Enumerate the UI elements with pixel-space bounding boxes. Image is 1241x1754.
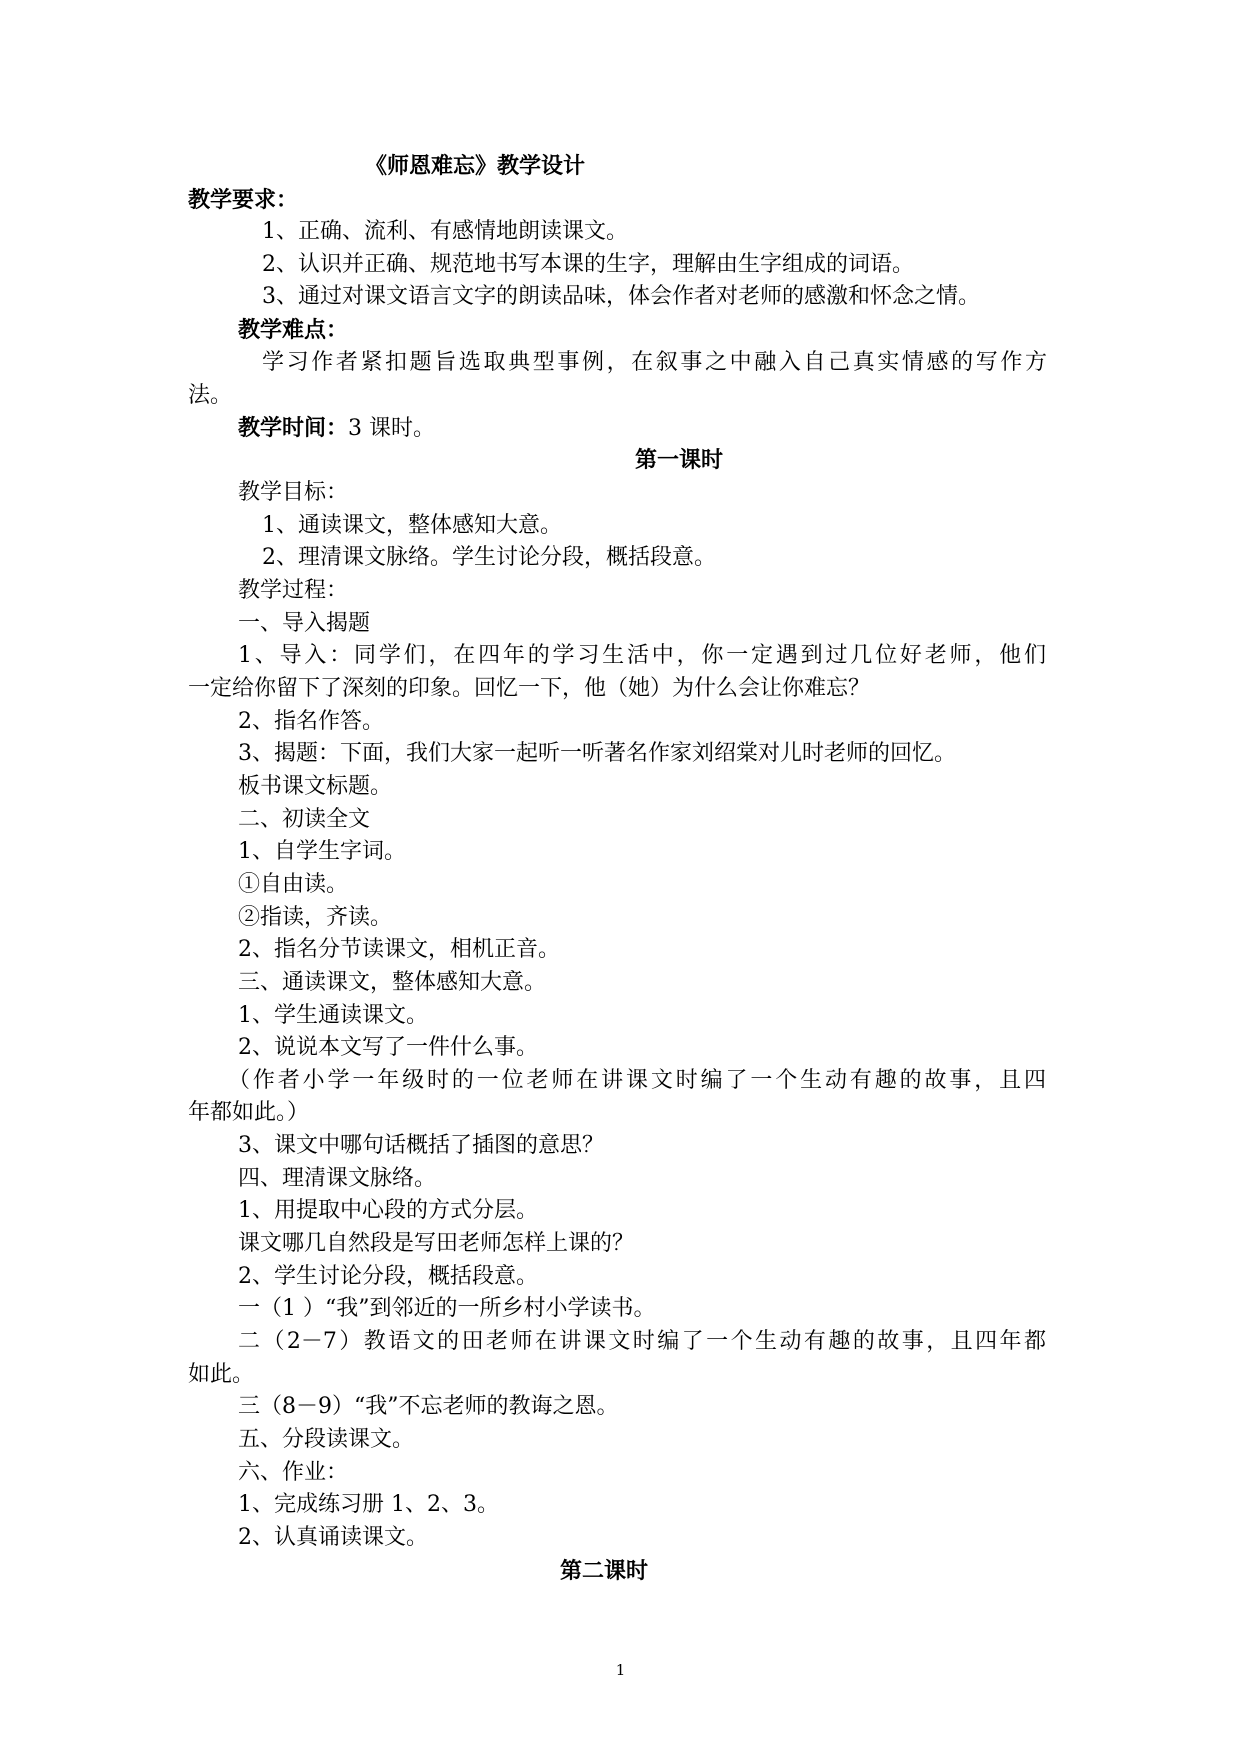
requirement-3: 3、通过对课文语言文字的朗读品味，体会作者对老师的感激和怀念之情。 (262, 284, 980, 309)
section-3-item-2: 2、说说本文写了一件什么事。 (238, 1035, 538, 1060)
requirement-1: 1、正确、流利、有感情地朗读课文。 (262, 219, 628, 244)
section-1-item-2: 2、指名作答。 (238, 709, 384, 734)
lesson-1-heading: 第一课时 (635, 447, 724, 473)
paragraph-part-1: 一（1 ）“我”到邻近的一所乡村小学读书。 (238, 1296, 656, 1321)
section-1-item-3: 3、揭题：下面，我们大家一起听一听著名作家刘绍棠对儿时老师的回忆。 (238, 741, 956, 766)
homework-1: 1、完成练习册 1、2、3。 (238, 1492, 499, 1517)
section-4-item-1: 1、用提取中心段的方式分层。 (238, 1198, 538, 1223)
paragraph-part-2-line-1: 二（2－7）教语文的田老师在讲课文时编了一个生动有趣的故事，且四年都 (238, 1329, 1046, 1354)
section-4-item-2: 2、学生讨论分段，概括段意。 (238, 1264, 538, 1289)
section-3-heading: 三、通读课文，整体感知大意。 (238, 970, 547, 995)
section-3-note-line-1: （作者小学一年级时的一位老师在讲课文时编了一个生动有趣的故事，且四 (228, 1068, 1046, 1093)
difficulty-text-line-1: 学习作者紧扣题旨选取典型事例，在叙事之中融入自己真实情感的写作方 (262, 350, 1047, 375)
goal-2: 2、理清课文脉络。学生讨论分段，概括段意。 (262, 545, 716, 570)
goal-1: 1、通读课文，整体感知大意。 (262, 513, 562, 538)
section-3-item-1: 1、学生通读课文。 (238, 1003, 428, 1028)
teaching-time (238, 412, 435, 445)
requirements-heading: 教学要求： (188, 187, 299, 213)
homework-2: 2、认真诵读课文。 (238, 1525, 428, 1550)
section-2-heading: 二、初读全文 (238, 807, 371, 832)
section-3-note-line-2: 年都如此。） (188, 1100, 310, 1125)
section-1-item-4: 板书课文标题。 (238, 774, 393, 799)
teaching-time-label: 教学时间： (238, 415, 349, 441)
requirement-2: 2、认识并正确、规范地书写本课的生字，理解由生字组成的词语。 (262, 252, 914, 277)
paragraph-part-2-line-2: 如此。 (188, 1362, 255, 1387)
difficulty-text-line-2: 法。 (188, 383, 233, 408)
lesson-2-heading: 第二课时 (560, 1558, 649, 1584)
section-3-item-3: 3、课文中哪句话概括了插图的意思？ (238, 1133, 604, 1158)
section-2-item-1: 1、自学生字词。 (238, 839, 406, 864)
section-5-heading: 五、分段读课文。 (238, 1427, 415, 1452)
difficulty-heading: 教学难点： (238, 317, 349, 343)
teaching-time-value: 3 课时。 (348, 416, 436, 441)
section-2-item-1b: ②指读，齐读。 (238, 905, 393, 930)
section-2-item-2: 2、指名分节读课文，相机正音。 (238, 937, 560, 962)
section-2-item-1a: ①自由读。 (238, 872, 349, 897)
process-label: 教学过程： (238, 578, 349, 603)
page-number: 1 (615, 1661, 626, 1679)
section-6-heading: 六、作业： (238, 1460, 349, 1485)
paragraph-part-3: 三（8－9）“我”不忘老师的教诲之恩。 (238, 1394, 619, 1419)
section-1-item-1-line-1: 1、导入：同学们，在四年的学习生活中，你一定遇到过几位好老师，他们 (238, 643, 1046, 668)
section-1-item-1-line-2: 一定给你留下了深刻的印象。回忆一下，他（她）为什么会让你难忘？ (188, 676, 871, 701)
document-title: 《师恩难忘》教学设计 (365, 153, 586, 179)
section-1-heading: 一、导入揭题 (238, 611, 371, 636)
section-4-question: 课文哪几自然段是写田老师怎样上课的？ (238, 1231, 635, 1256)
section-4-heading: 四、理清课文脉络。 (238, 1166, 437, 1191)
goals-label: 教学目标： (238, 480, 349, 505)
